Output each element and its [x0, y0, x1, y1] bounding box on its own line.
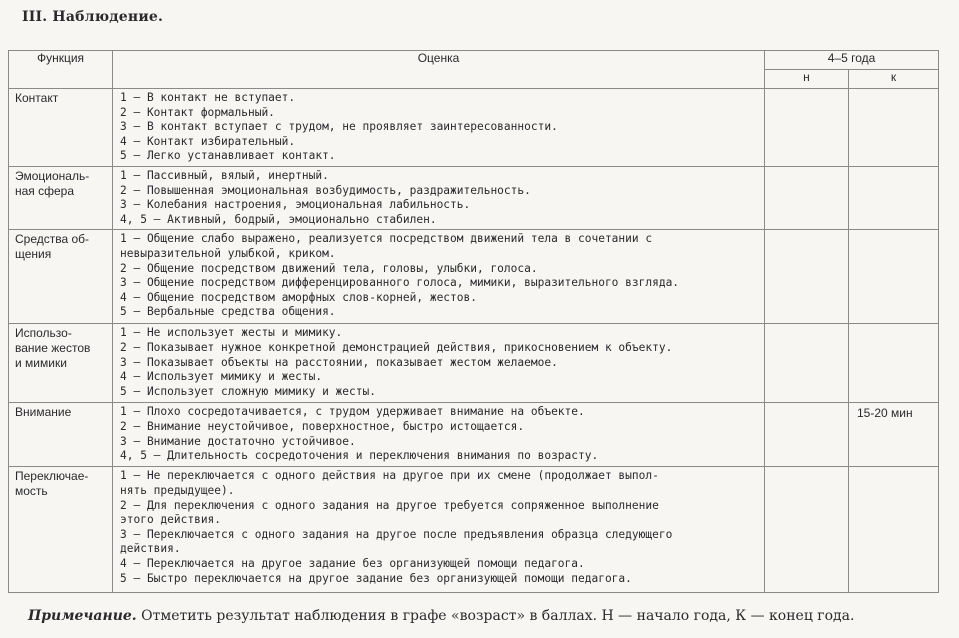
description-line: 3 — Колебания настроения, эмоциональная лабильность. — [120, 198, 471, 212]
table-row — [9, 230, 939, 324]
description-line: 1 — Пассивный, вялый, инертный. — [120, 168, 329, 182]
score-end: 15-20 мин — [849, 403, 939, 467]
description-line: 1 — Плохо сосредотачивается, с трудом удерживает внимание на объекте. — [120, 405, 585, 419]
score-start — [765, 166, 849, 229]
description-line: 1 — Не переключается с одного действия на другое при их смене (продолжает выпол- — [120, 469, 659, 483]
table-row — [9, 403, 939, 467]
table-row — [9, 89, 939, 167]
description-line: 2 — Для переключения с одного задания на другое требуется сопряженное выполнение — [120, 498, 659, 512]
description-line: 3 — Общение посредством дифференцированного голоса, мимики, выразительного взгляда. — [120, 276, 680, 290]
row-function: Внимание — [9, 403, 113, 467]
description-line: 5 — Легко устанавливает контакт. — [120, 149, 336, 163]
footnote-label: Примечание. — [28, 608, 137, 624]
description-line: 5 — Вербальные средства общения. — [120, 305, 336, 319]
row-function: Контакт — [9, 89, 113, 167]
row-function: Эмоциональ- ная сфера — [9, 166, 113, 229]
description-line: 5 — Использует сложную мимику и жесты. — [120, 384, 376, 398]
description-line: 2 — Показывает нужное конкретной демонстрацией действия, прикосновением к объекту. — [120, 340, 673, 354]
table-row — [9, 166, 939, 229]
row-description — [113, 166, 765, 229]
description-line: 2 — Внимание неустойчивое, поверхностное, быстро истощается. — [120, 419, 525, 433]
footnote — [28, 608, 854, 624]
row-description — [113, 467, 765, 593]
description-line: 4 — Переключается на другое задание без организующей помощи педагога. — [120, 556, 585, 570]
description-line: 5 — Быстро переключается на другое задание без организующей помощи педагога. — [120, 571, 632, 585]
description-line: действия. — [120, 542, 181, 556]
description-line: 1 — Не использует жесты и мимику. — [120, 326, 343, 340]
header-end: к — [849, 70, 939, 89]
row-description — [113, 230, 765, 324]
table-row — [9, 324, 939, 403]
description-line: 2 — Контакт формальный. — [120, 105, 275, 119]
footnote-text: Отметить результат наблюдения в графе «возраст» в баллах. Н — начало года, К — конец года. — [136, 608, 855, 624]
row-function: Средства об- щения — [9, 230, 113, 324]
score-start — [765, 89, 849, 167]
description-line: 2 — Общение посредством движений тела, головы, улыбки, голоса. — [120, 261, 538, 275]
score-start — [765, 324, 849, 403]
score-start — [765, 403, 849, 467]
score-end — [849, 467, 939, 593]
score-end — [849, 89, 939, 167]
row-description — [113, 324, 765, 403]
description-line: 1 — В контакт не вступает. — [120, 91, 296, 104]
description-line: 4, 5 — Активный, бодрый, эмоционально стабилен. — [120, 212, 437, 226]
row-description — [113, 403, 765, 467]
header-assessment: Оценка — [113, 51, 765, 89]
row-description — [113, 89, 765, 167]
description-line: 3 — В контакт вступает с трудом, не проявляет заинтересованности. — [120, 120, 558, 134]
description-line: этого действия. — [120, 513, 222, 527]
row-function: Использо- вание жестов и мимики — [9, 324, 113, 403]
description-line: нять предыдущее). — [120, 483, 235, 497]
score-start — [765, 467, 849, 593]
observation-table — [8, 50, 939, 593]
description-line: 1 — Общение слабо выражено, реализуется посредством движений тела в сочетании с — [120, 232, 653, 246]
description-line: 3 — Переключается с одного задания на другое после предъявления образца следующего — [120, 527, 673, 541]
row-function: Переключае- мость — [9, 467, 113, 593]
description-line: 2 — Повышенная эмоциональная возбудимость, раздражительность. — [120, 183, 531, 197]
description-line: невыразительной улыбкой, криком. — [120, 246, 336, 260]
description-line: 4, 5 — Длительность сосредоточения и переключения внимания по возрасту. — [120, 449, 599, 463]
score-start — [765, 230, 849, 324]
description-line: 3 — Показывает объекты на расстоянии, показывает жестом желаемое. — [120, 355, 558, 369]
description-line: 3 — Внимание достаточно устойчивое. — [120, 434, 356, 448]
description-line: 4 — Контакт избирательный. — [120, 134, 296, 148]
score-end — [849, 230, 939, 324]
header-start: н — [765, 70, 849, 89]
score-end — [849, 166, 939, 229]
header-function: Функция — [9, 51, 113, 89]
description-line: 4 — Общение посредством аморфных слов-корней, жестов. — [120, 290, 477, 304]
header-age: 4–5 года — [765, 51, 939, 70]
section-heading: III. Наблюдение. — [22, 9, 164, 25]
description-line: 4 — Использует мимику и жесты. — [120, 370, 323, 384]
score-end — [849, 324, 939, 403]
table-row — [9, 467, 939, 593]
